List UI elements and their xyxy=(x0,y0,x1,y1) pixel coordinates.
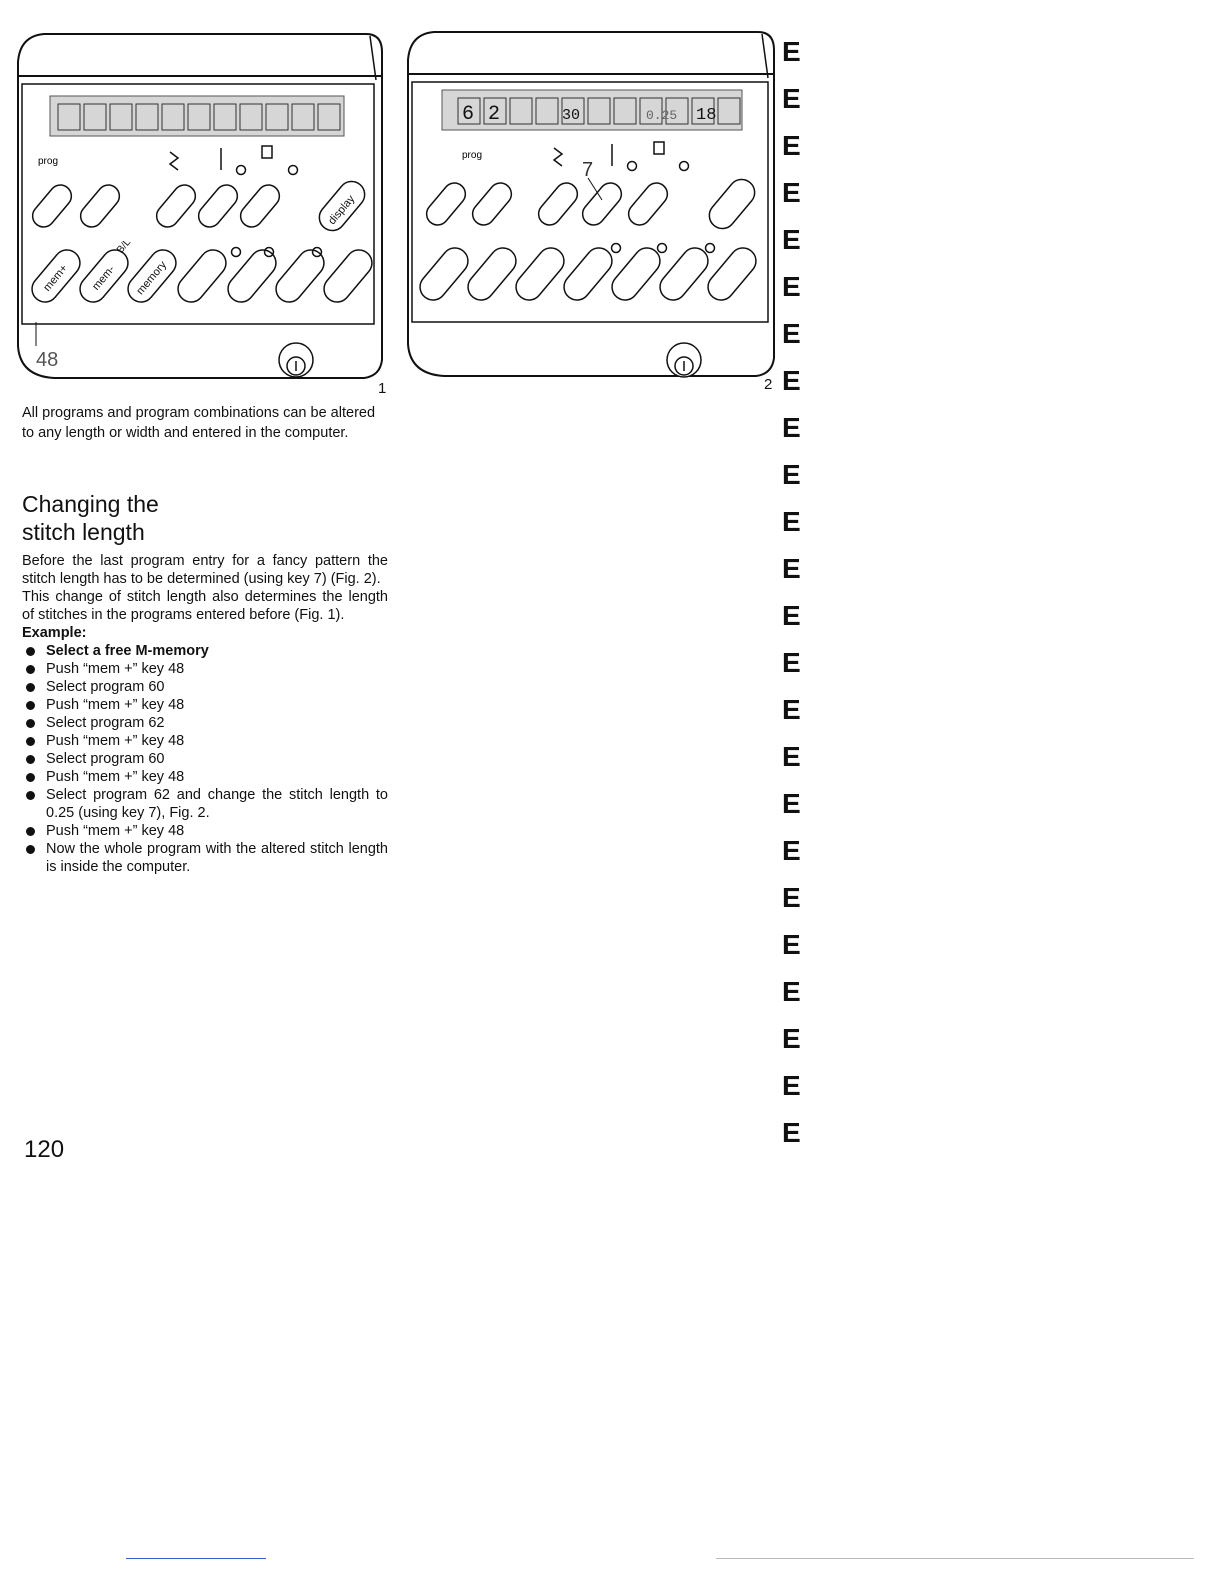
display-digit: 18 xyxy=(696,106,717,125)
language-tab: E xyxy=(782,882,801,913)
heading-line-2: stitch length xyxy=(22,519,145,545)
language-tab: E xyxy=(782,694,801,725)
section-heading xyxy=(22,490,322,546)
figure-1-control-panel xyxy=(14,30,386,382)
intro-paragraph: All programs and program combinations can be altered to any length or width and entered in the computer. xyxy=(22,405,376,441)
list-item: Push “mem +” key 48 xyxy=(22,822,388,840)
list-item: Push “mem +” key 48 xyxy=(22,660,388,678)
instructions-body xyxy=(22,552,388,876)
steps-list xyxy=(22,642,388,876)
language-tabs xyxy=(782,28,822,1156)
language-tab: E xyxy=(782,130,801,161)
figure-1-number: 1 xyxy=(378,380,387,397)
display-digit: 30 xyxy=(562,107,581,124)
language-tab: E xyxy=(782,318,801,349)
list-item: Select program 62 xyxy=(22,714,388,732)
language-tab: E xyxy=(782,788,801,819)
key-48-callout: 48 xyxy=(36,349,59,371)
prog-label: prog xyxy=(462,150,483,161)
display-key-label: display xyxy=(326,193,358,228)
language-tab: E xyxy=(782,741,801,772)
footer-rule-left xyxy=(126,1558,266,1559)
language-tab: E xyxy=(782,553,801,584)
language-tab: E xyxy=(782,506,801,537)
list-item: Push “mem +” key 48 xyxy=(22,768,388,786)
language-tab: E xyxy=(782,365,801,396)
mem-minus-key-label: mem- xyxy=(90,263,118,293)
language-tab: E xyxy=(782,224,801,255)
page-number: 120 xyxy=(24,1136,65,1163)
key-7-callout: 7 xyxy=(582,159,594,181)
footer-rule-right xyxy=(716,1558,1194,1559)
bl-label: B/L xyxy=(115,237,134,256)
figure-2-control-panel xyxy=(404,28,780,380)
language-tab: E xyxy=(782,459,801,490)
mem-plus-key-label: mem+ xyxy=(41,262,71,294)
language-tab: E xyxy=(782,1117,801,1148)
list-item: Push “mem +” key 48 xyxy=(22,696,388,714)
heading-line-1: Changing the xyxy=(22,491,159,517)
language-tab: E xyxy=(782,929,801,960)
list-item: Now the whole program with the altered stitch length is inside the computer. xyxy=(22,840,388,876)
language-tab: E xyxy=(782,647,801,678)
display-digit: 0.25 xyxy=(646,108,678,123)
language-tab: E xyxy=(782,600,801,631)
list-item: Push “mem +” key 48 xyxy=(22,732,388,750)
language-tab: E xyxy=(782,83,801,114)
language-tab: E xyxy=(782,36,801,67)
memory-key-label: memory xyxy=(134,258,170,298)
language-tab: E xyxy=(782,835,801,866)
prog-label: prog xyxy=(38,156,59,167)
list-item: Select program 60 xyxy=(22,750,388,768)
language-tab: E xyxy=(782,177,801,208)
language-tab: E xyxy=(782,271,801,302)
language-tab: E xyxy=(782,1070,801,1101)
paragraph-2: This change of stitch length also determines the length of stitches in the programs entered before (Fig. 1). xyxy=(22,589,388,623)
list-item: Select program 62 and change the stitch length to 0.25 (using key 7), Fig. 2. xyxy=(22,786,388,822)
language-tab: E xyxy=(782,412,801,443)
paragraph-1: Before the last program entry for a fancy pattern the stitch length has to be determined (using key 7) (Fig. 2). xyxy=(22,553,388,587)
figure-2-number: 2 xyxy=(764,376,773,393)
example-title: Example: xyxy=(22,625,87,641)
language-tab: E xyxy=(782,1023,801,1054)
list-item: Select a free M-memory xyxy=(22,642,388,660)
display-digit: 6 xyxy=(462,103,475,126)
language-tab: E xyxy=(782,976,801,1007)
display-digit: 2 xyxy=(488,103,501,126)
list-item: Select program 60 xyxy=(22,678,388,696)
